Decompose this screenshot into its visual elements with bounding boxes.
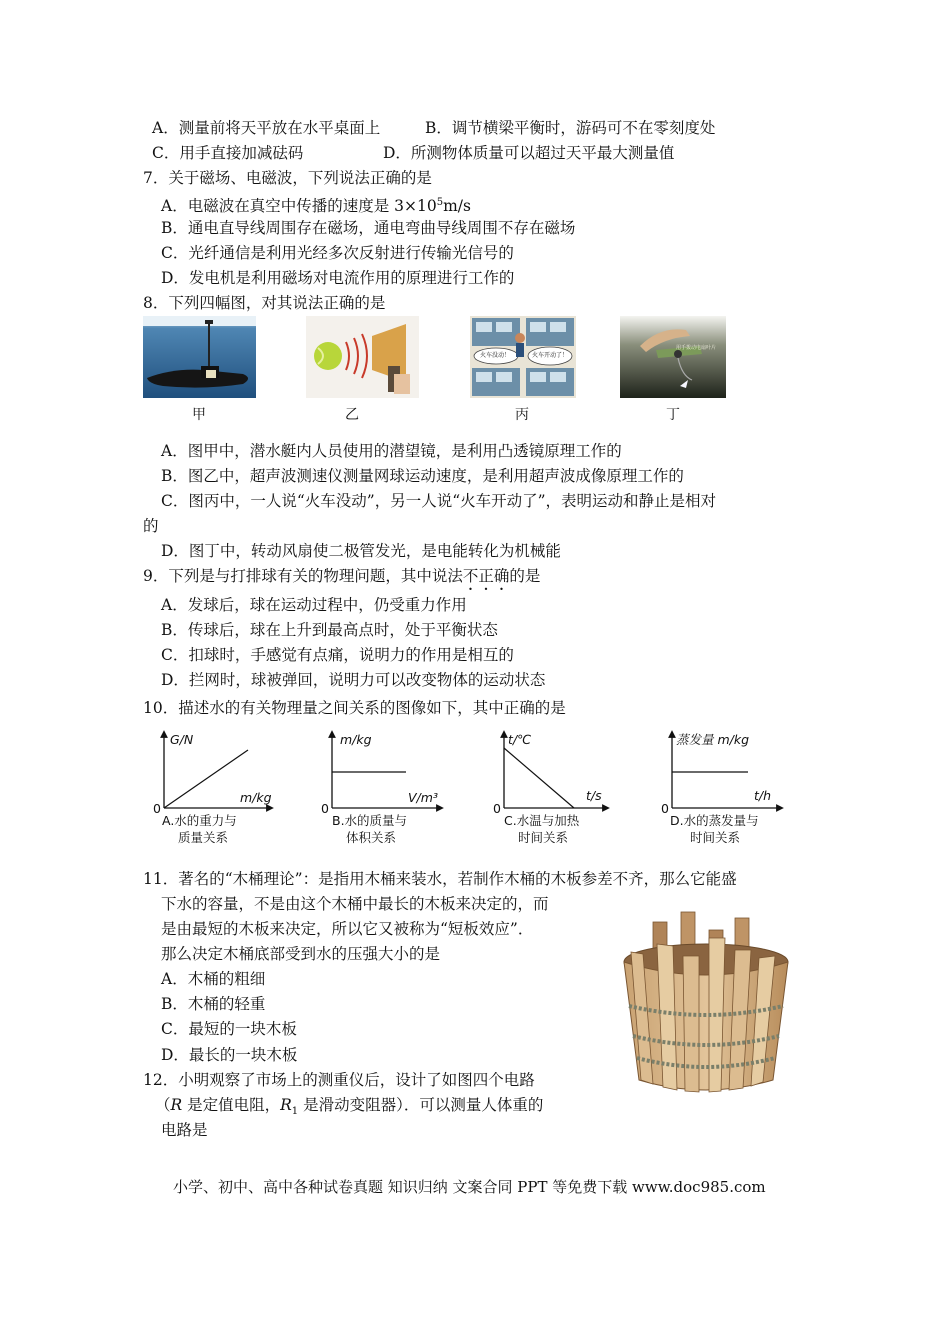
q7-option-d: D．发电机是利用磁场对电流作用的原理进行工作的 <box>161 269 515 287</box>
q11-line3: 是由最短的木板来决定，所以它又被称为“短板效应”． <box>161 920 534 938</box>
q7-option-c: C．光纤通信是利用光经多次反射进行传输光信号的 <box>161 244 514 262</box>
q12-line3: 电路是 <box>161 1121 208 1139</box>
graph-c-ylabel: t/℃ <box>508 732 532 747</box>
q11-option-c: C．最短的一块木板 <box>161 1020 297 1038</box>
graph-b-ylabel: m/kg <box>340 732 372 747</box>
q8-stem: 8．下列四幅图，对其说法正确的是 <box>143 294 386 312</box>
q9-emphasis: 不正确 <box>462 567 510 585</box>
graph-c-origin: 0 <box>493 801 501 816</box>
q7-option-b: B．通电直导线周围存在磁场，通电弯曲导线周围不存在磁场 <box>161 219 576 237</box>
graph-a-caption-1: A.水的重力与 <box>162 813 237 828</box>
q11-line1: 11．著名的“木桶理论”：是指用木桶来装水，若制作木桶的木板参差不齐，那么它能盛 <box>143 870 737 888</box>
q9-option-c: C．扣球时，手感觉有点痛，说明力的作用是相互的 <box>161 646 514 664</box>
graph-c <box>488 728 618 850</box>
graph-d-origin: 0 <box>661 801 669 816</box>
q9-option-d: D．拦网时，球被弹回，说明力可以改变物体的运动状态 <box>161 671 546 689</box>
wooden-bucket-image <box>617 908 795 1094</box>
trains-image <box>470 316 576 398</box>
q11-line2: 下水的容量，不是由这个木桶中最长的木板来决定的，而 <box>161 895 549 913</box>
bubble-right-text: 火车开动了！ <box>532 352 569 359</box>
q7-stem: 7．关于磁场、电磁波，下列说法正确的是 <box>143 169 432 187</box>
q8-option-b: B．图乙中，超声波测速仪测量网球运动速度，是利用超声波成像原理工作的 <box>161 467 684 485</box>
graph-c-xlabel: t/s <box>586 788 602 803</box>
graph-d-caption-1: D.水的蒸发量与 <box>670 813 759 828</box>
caption-ding: 丁 <box>666 407 680 423</box>
q8-option-a: A．图甲中，潜水艇内人员使用的潜望镜，是利用凸透镜原理工作的 <box>161 442 622 460</box>
graph-b-caption-1: B.水的质量与 <box>332 813 408 828</box>
q10-stem: 10．描述水的有关物理量之间关系的图像如下，其中正确的是 <box>143 699 566 717</box>
graph-d-ylabel: 蒸发量 m/kg <box>676 732 750 747</box>
graph-a <box>148 728 278 850</box>
bubble-left-text: 火车没动！ <box>480 352 511 359</box>
submarine-image <box>143 316 256 398</box>
q11-option-a: A．木桶的粗细 <box>161 970 266 988</box>
ultrasonic-gun-image <box>306 316 419 398</box>
q9-option-b: B．传球后，球在上升到最高点时，处于平衡状态 <box>161 621 498 639</box>
graph-b-xlabel: V/m³ <box>408 790 438 805</box>
q8-option-c-line2: 的 <box>143 517 159 535</box>
graph-a-line <box>164 750 248 808</box>
graph-c-caption-1: C.水温与加热 <box>504 813 580 828</box>
fan-note-text: 用手拨动电扇叶片 <box>676 345 717 351</box>
q12-line2: （R 是定值电阻，$R_1$ 是滑动变阻器）．可以测量人体重的 <box>155 1096 544 1118</box>
graph-b-origin: 0 <box>321 801 329 816</box>
graph-b <box>316 728 451 850</box>
caption-yi: 乙 <box>345 407 359 423</box>
q6-option-a: A．测量前将天平放在水平桌面上 <box>152 119 381 137</box>
graph-d-xlabel: t/h <box>754 788 772 803</box>
q11-option-d: D．最长的一块木板 <box>161 1046 298 1064</box>
q9-option-a: A．发球后，球在运动过程中，仍受重力作用 <box>161 596 467 614</box>
graph-b-caption-2: 体积关系 <box>346 830 397 845</box>
q6-option-d: D．所测物体质量可以超过天平最大测量值 <box>383 144 675 162</box>
q8-option-d: D．图丁中，转动风扇使二极管发光，是电能转化为机械能 <box>161 542 561 560</box>
caption-jia: 甲 <box>192 407 206 423</box>
q11-line4: 那么决定木桶底部受到水的压强大小的是 <box>161 945 441 963</box>
page-footer: 小学、初中、高中各种试卷真题 知识归纳 文案合同 PPT 等免费下载 www.doc985.com <box>173 1178 766 1196</box>
graph-d-caption-2: 时间关系 <box>690 830 741 845</box>
q6-option-b: B．调节横梁平衡时，游码可不在零刻度处 <box>425 119 716 137</box>
caption-bing: 丙 <box>515 407 529 423</box>
q8-option-c-line1: C．图丙中，一人说“火车没动”，另一人说“火车开动了”，表明运动和静止是相对 <box>161 492 717 510</box>
fan-led-image <box>620 316 726 398</box>
q9-stem: 9．下列是与打排球有关的物理问题，其中说法不正确的是 <box>143 567 541 585</box>
graph-a-ylabel: G/N <box>170 732 194 747</box>
graph-a-origin: 0 <box>153 801 161 816</box>
graph-a-caption-2: 质量关系 <box>178 830 229 845</box>
q12-line1: 12．小明观察了市场上的测重仪后，设计了如图四个电路 <box>143 1071 535 1089</box>
graph-d <box>656 728 791 850</box>
q11-option-b: B．木桶的轻重 <box>161 995 266 1013</box>
graph-c-caption-2: 时间关系 <box>518 830 569 845</box>
q6-option-c: C．用手直接加减砝码 <box>152 144 304 162</box>
q7-option-a: A．电磁波在真空中传播的速度是 $3\times 10^5m/s$ <box>161 197 471 216</box>
graph-c-line <box>504 748 574 808</box>
graph-a-xlabel: m/kg <box>240 790 272 805</box>
